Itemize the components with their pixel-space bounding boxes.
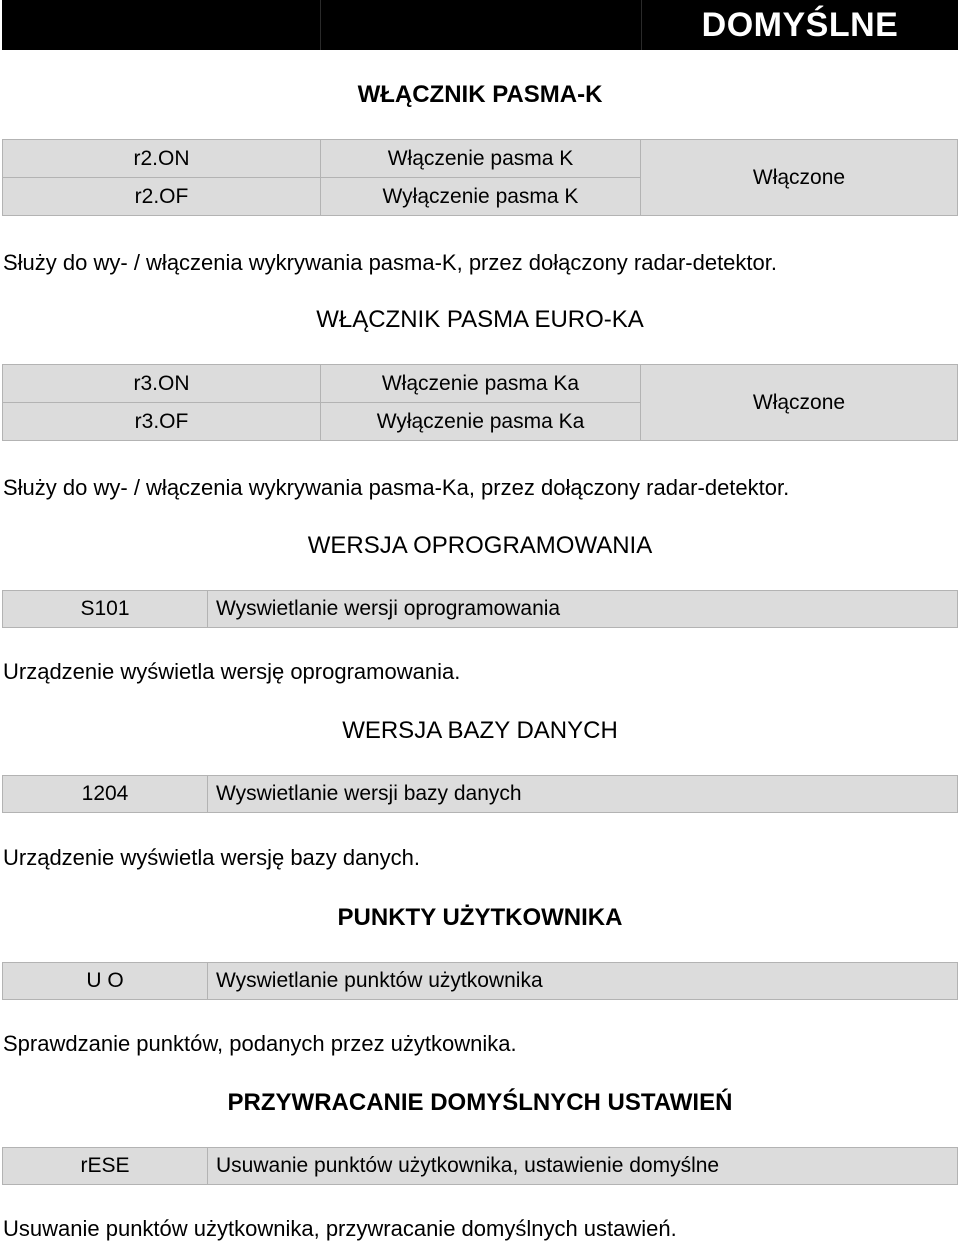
- header-title-cell: [642, 0, 958, 50]
- section-description-database-version: Urządzenie wyświetla wersję bazy danych.: [3, 845, 420, 870]
- table-row: [3, 1148, 958, 1185]
- settings-table-ka-band: [2, 364, 958, 441]
- section-description-ka-band: Służy do wy- / włączenia wykrywania pasma-Ka, przez dołączony radar-detektor.: [3, 475, 790, 500]
- option-code: 1204: [3, 776, 208, 813]
- section-title-ka-band: WŁĄCZNIK PASMA EURO-KA: [316, 306, 644, 333]
- section-title-restore-defaults: PRZYWRACANIE DOMYŚLNYCH USTAWIEŃ: [227, 1089, 733, 1116]
- option-label: Wyswietlanie punktów użytkownika: [208, 963, 958, 1000]
- table-row: [3, 140, 958, 178]
- default-value: Włączone: [641, 365, 958, 441]
- option-code: rESE: [3, 1148, 208, 1185]
- section-title-k-band: WŁĄCZNIK PASMA-K: [357, 81, 603, 108]
- option-label: Wyłączenie pasma Ka: [321, 403, 641, 441]
- settings-table-software-version: [2, 590, 958, 628]
- option-code: U O: [3, 963, 208, 1000]
- section-title-software-version: WERSJA OPROGRAMOWANIA: [307, 532, 653, 559]
- section-description-software-version: Urządzenie wyświetla wersję oprogramowania.: [3, 659, 461, 684]
- section-description-restore-defaults: Usuwanie punktów użytkownika, przywracanie domyślnych ustawień.: [3, 1216, 677, 1241]
- settings-table-database-version: [2, 775, 958, 813]
- section-description-user-points: Sprawdzanie punktów, podanych przez użytkownika.: [3, 1031, 517, 1056]
- header-bar: [2, 0, 958, 50]
- option-code: r2.OF: [3, 178, 321, 216]
- table-row: [3, 591, 958, 628]
- header-cell-empty: [321, 0, 642, 50]
- option-label: Wyswietlanie wersji oprogramowania: [208, 591, 958, 628]
- option-label: Wyswietlanie wersji bazy danych: [208, 776, 958, 813]
- table-row: [3, 776, 958, 813]
- table-row: [3, 365, 958, 403]
- section-title-user-points: PUNKTY UŻYTKOWNIKA: [337, 904, 623, 931]
- page-title: DOMYŚLNE: [701, 5, 899, 44]
- header-cell-empty: [2, 0, 321, 50]
- option-code: S101: [3, 591, 208, 628]
- section-title-database-version: WERSJA BAZY DANYCH: [342, 717, 618, 744]
- option-code: r3.OF: [3, 403, 321, 441]
- option-code: r2.ON: [3, 140, 321, 178]
- settings-table-user-points: [2, 962, 958, 1000]
- option-label: Włączenie pasma K: [321, 140, 641, 178]
- option-label: Wyłączenie pasma K: [321, 178, 641, 216]
- option-code: r3.ON: [3, 365, 321, 403]
- section-description-k-band: Służy do wy- / włączenia wykrywania pasma-K, przez dołączony radar-detektor.: [3, 250, 777, 275]
- settings-table-k-band: [2, 139, 958, 216]
- settings-table-restore-defaults: [2, 1147, 958, 1185]
- default-value: Włączone: [641, 140, 958, 216]
- option-label: Włączenie pasma Ka: [321, 365, 641, 403]
- option-label: Usuwanie punktów użytkownika, ustawienie domyślne: [208, 1148, 958, 1185]
- table-row: [3, 963, 958, 1000]
